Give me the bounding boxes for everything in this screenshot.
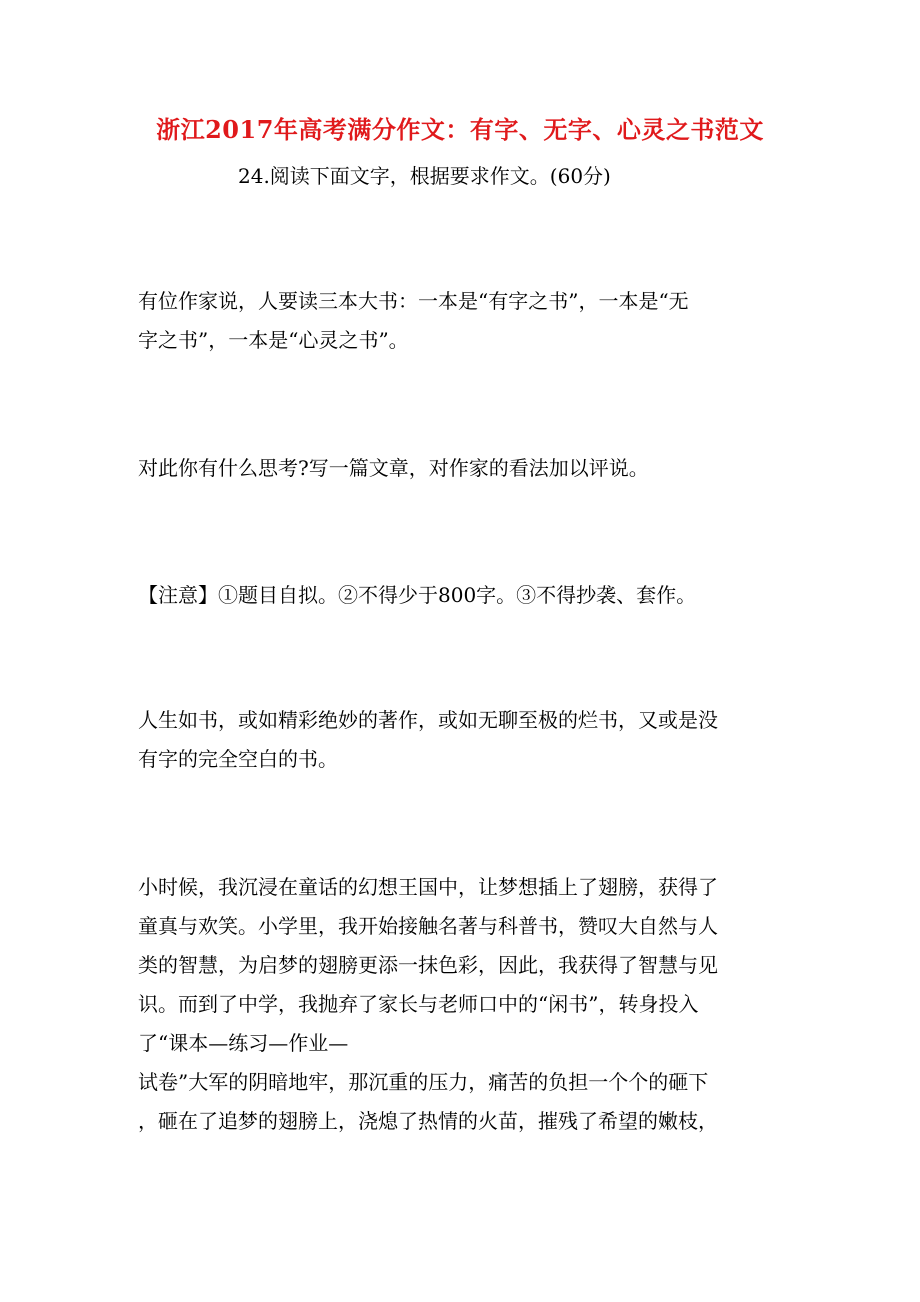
paragraph-line: 试卷”大军的阴暗地牢，那沉重的压力，痛苦的负担一个个的砸下 xyxy=(138,1070,709,1094)
paragraph-task xyxy=(138,449,788,488)
paragraph-essay-intro xyxy=(138,701,788,779)
paragraph-line: 了“课本—练习—作业— xyxy=(138,1031,349,1055)
paragraph-line: 童真与欢笑。小学里，我开始接触名著与科普书，赞叹大自然与人 xyxy=(138,914,718,938)
document-title: 浙江2017年高考满分作文：有字、无字、心灵之书范文 xyxy=(156,115,764,144)
paragraph-notice xyxy=(138,576,788,615)
paragraph-line: 【注意】①题目自拟。②不得少于800字。③不得抄袭、套作。 xyxy=(138,583,697,607)
question-prompt: 24.阅读下面文字，根据要求作文。(60分) xyxy=(238,164,611,188)
paragraph-line: 小时候，我沉浸在童话的幻想王国中，让梦想插上了翅膀，获得了 xyxy=(138,875,718,899)
paragraph-line: 识。而到了中学，我抛弃了家长与老师口中的“闲书”，转身投入 xyxy=(138,992,699,1016)
paragraph-line: 对此你有什么思考?写一篇文章，对作家的看法加以评说。 xyxy=(138,456,649,480)
paragraph-line: 字之书”，一本是“心灵之书”。 xyxy=(138,328,409,352)
paragraph-line: 有字的完全空白的书。 xyxy=(138,747,338,771)
paragraph-essay-body xyxy=(138,868,788,1141)
paragraph-quote xyxy=(138,282,788,360)
paragraph-line: 人生如书，或如精彩绝妙的著作，或如无聊至极的烂书，又或是没 xyxy=(138,708,718,732)
paragraph-line: ，砸在了追梦的翅膀上，浇熄了热情的火苗，摧残了希望的嫩枝， xyxy=(138,1109,718,1133)
paragraph-line: 类的智慧，为启梦的翅膀更添一抹色彩，因此，我获得了智慧与见 xyxy=(138,953,718,977)
paragraph-line: 有位作家说，人要读三本大书：一本是“有字之书”，一本是“无 xyxy=(138,289,689,313)
